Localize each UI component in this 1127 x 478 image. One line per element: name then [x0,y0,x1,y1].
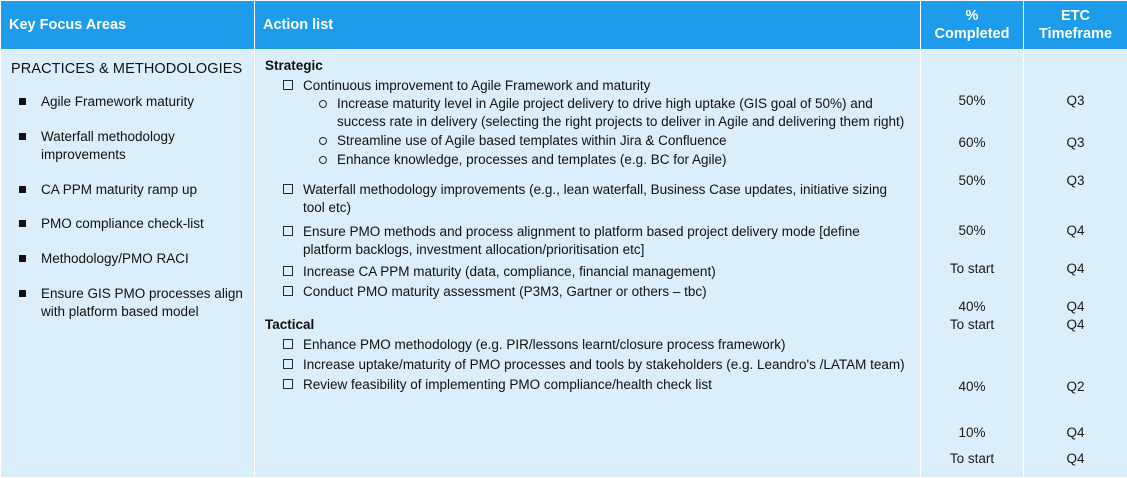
section-title-tactical: Tactical [265,316,315,332]
focus-area-title: PRACTICES & METHODOLOGIES [11,61,243,78]
sub-action-label: Enhance knowledge, processes and templates (e.g. BC for Agile) [337,152,727,168]
focus-area-list [11,93,244,321]
square-bullet-icon [19,220,26,227]
focus-item-label: Agile Framework maturity [41,94,195,110]
checkbox-bullet-icon [283,226,293,236]
focus-item-label: PMO compliance check-list [41,216,204,232]
etc-value: Q4 [1066,450,1085,466]
column-header-percent-completed [921,1,1024,50]
percent-value: To start [949,450,995,466]
circle-bullet-icon [319,137,327,145]
square-bullet-icon [19,186,26,193]
square-bullet-icon [19,98,26,105]
percent-value: 10% [958,424,986,440]
action-item-label: Waterfall methodology improvements (e.g., lean waterfall, Business Case updates, initiative sizing tool etc) [303,182,888,215]
list-item [265,376,910,394]
etc-value: Q4 [1066,424,1085,440]
checkbox-bullet-icon [283,80,293,90]
square-bullet-icon [19,133,26,140]
etc-value: Q4 [1066,316,1085,332]
square-bullet-icon [19,290,26,297]
checkbox-bullet-icon [283,359,293,369]
etc-value: Q3 [1066,135,1085,151]
column-header-key-focus-areas: Key Focus Areas [1,1,255,50]
etc-value: Q4 [1066,223,1085,239]
percent-value: To start [949,316,995,332]
section-title-strategic: Strategic [265,58,323,74]
list-item [11,250,244,268]
etc-timeframe-cell [1024,50,1127,478]
action-item-label: Continuous improvement to Agile Framework and maturity [303,78,651,94]
column-header-percent-line1: % [965,8,979,24]
checkbox-bullet-icon [283,266,293,276]
circle-bullet-icon [319,156,327,164]
list-item [265,336,910,354]
table-row [1,50,1127,478]
etc-value: Q2 [1066,378,1085,394]
checkbox-bullet-icon [283,286,293,296]
sub-action-label: Increase maturity level in Agile project delivery to drive high uptake (GIS goal of 50%) and success rate in delivery (selecting the right projects to deliver in Agile and delivering them right) [337,96,905,130]
list-item [11,285,244,321]
tactical-action-list [265,336,910,394]
list-item [265,263,910,281]
percent-value: To start [949,261,995,277]
list-item [265,356,910,374]
action-item-label: Ensure PMO methods and process alignment to platform based project delivery mode [define platform backlogs, investment allocation/prioritisation etc] [303,223,860,257]
circle-bullet-icon [319,100,327,108]
column-header-etc-line1: ETC [1061,8,1090,24]
percent-value: 50% [958,223,986,239]
etc-value: Q3 [1066,93,1085,109]
action-item-label: Review feasibility of implementing PMO compliance/health check list [303,376,712,392]
list-item [265,77,910,169]
list-item [303,95,910,131]
percent-value: 40% [958,299,986,315]
action-item-label: Enhance PMO methodology (e.g. PIR/lessons learnt/closure process framework) [303,336,786,352]
strategic-action-list [265,77,910,300]
percent-value: 40% [958,378,986,394]
etc-value: Q3 [1066,173,1085,189]
list-item [303,151,910,169]
sub-action-label: Streamline use of Agile based templates within Jira & Confluence [337,133,727,149]
percent-value: 50% [958,173,986,189]
etc-value: Q4 [1066,299,1085,315]
column-header-percent-line2: Completed [934,26,1010,43]
square-bullet-icon [19,255,26,262]
column-header-etc-timeframe [1024,1,1127,50]
list-item [11,215,244,233]
table-header-row [1,1,1127,50]
checkbox-bullet-icon [283,339,293,349]
focus-item-label: Methodology/PMO RACI [41,251,189,267]
focus-item-label: CA PPM maturity ramp up [41,181,198,197]
list-item [265,223,910,259]
list-item [11,128,244,164]
column-header-action-list: Action list [255,1,921,50]
list-item [265,181,910,217]
action-item-label: Conduct PMO maturity assessment (P3M3, Gartner or others – tbc) [303,283,707,299]
key-focus-areas-cell [1,50,255,478]
list-item [11,93,244,111]
percent-completed-cell [921,50,1024,478]
checkbox-bullet-icon [283,184,293,194]
focus-item-label: Waterfall methodology improvements [41,128,175,162]
column-header-etc-line2: Timeframe [1038,26,1113,43]
action-list-cell [255,50,921,478]
list-item [303,132,910,150]
checkbox-bullet-icon [283,379,293,389]
percent-value: 60% [958,135,986,151]
etc-value: Q4 [1066,261,1085,277]
list-item [265,283,910,301]
percent-value: 50% [958,93,986,109]
focus-item-label: Ensure GIS PMO processes align with platform based model [41,285,243,319]
sub-action-list [303,95,910,169]
list-item [11,181,244,199]
action-item-label: Increase uptake/maturity of PMO processes and tools by stakeholders (e.g. Leandro's /LATAM team) [303,356,905,372]
action-item-label: Increase CA PPM maturity (data, compliance, financial management) [303,263,716,279]
